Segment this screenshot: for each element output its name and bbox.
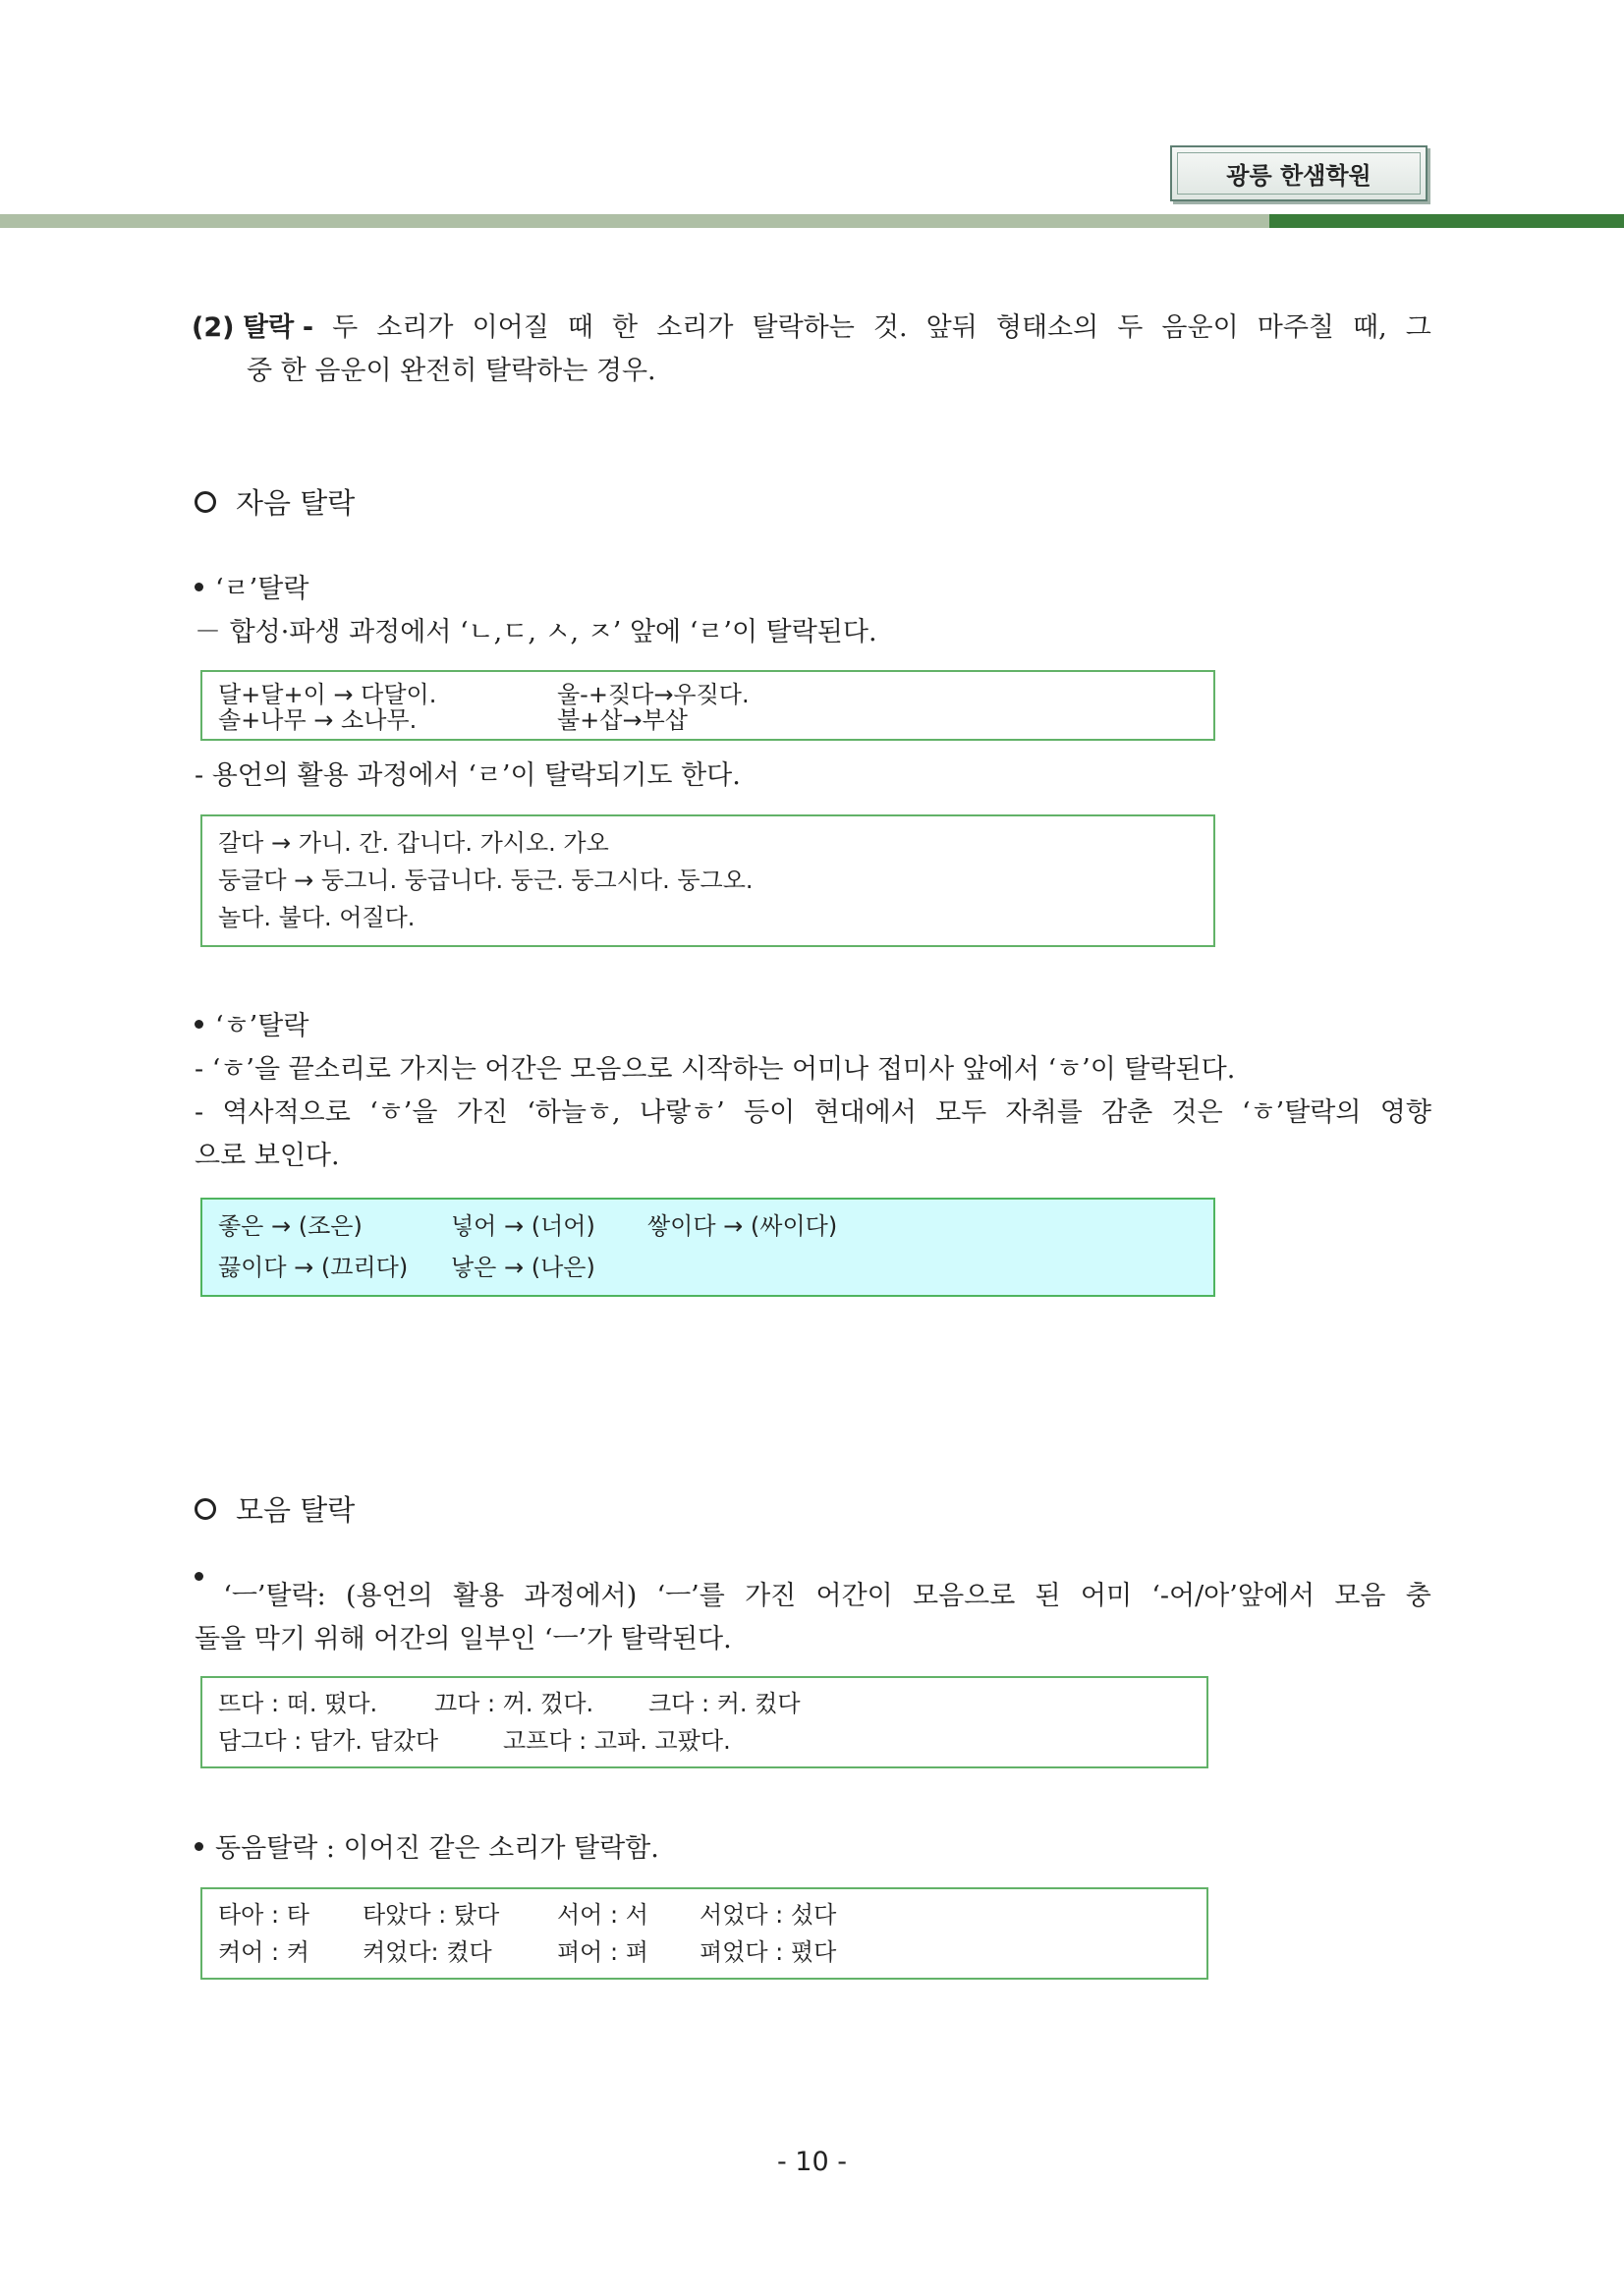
- word: 이어질: [472, 312, 549, 343]
- example-item: 펴어 : 펴: [557, 1938, 648, 1966]
- example-line: 갈다 → 가니. 간. 갑니다. 가시오. 가오: [218, 829, 609, 857]
- word: ‘ㅡ’탈락:: [223, 1581, 326, 1611]
- word: 때,: [1353, 312, 1387, 343]
- same-sound-title-text: 동음탈락 : 이어진 같은 소리가 탈락함.: [215, 1833, 659, 1864]
- hieut-title-text: ‘ㅎ’탈락: [215, 1011, 309, 1041]
- example-item: 넣어 → (너어): [451, 1212, 595, 1240]
- word: 등이: [744, 1097, 796, 1128]
- example-item: 크다 : 커. 컸다: [648, 1690, 801, 1717]
- section-dash: -: [302, 312, 314, 343]
- word: 현대에서: [813, 1097, 917, 1128]
- word: 모음으로: [912, 1581, 1016, 1611]
- word: 한: [612, 312, 639, 343]
- word: -: [195, 1097, 204, 1128]
- section-term: 탈락: [243, 312, 295, 343]
- bullet-dot-icon: [195, 1842, 203, 1851]
- example-row: [218, 1249, 1198, 1286]
- word: 앞뒤: [925, 312, 978, 343]
- rieul-desc-1: － 합성·파생 과정에서 ‘ㄴ,ㄷ, ㅅ, ㅈ’ 앞에 ‘ㄹ’이 탈락된다.: [195, 617, 877, 647]
- example-item: 타았다 : 탔다: [363, 1901, 500, 1929]
- example-item: 불+삽→부삽: [557, 706, 688, 734]
- hieut-desc-1: - ‘ㅎ’을 끝소리로 가지는 어간은 모음으로 시작하는 어미나 접미사 앞에서 ‘ㅎ’이 탈락된다.: [195, 1054, 1236, 1085]
- intro-line-1: [192, 307, 1431, 350]
- example-item: 켜어 : 켜: [218, 1938, 309, 1966]
- example-line: 놀다. 불다. 어질다.: [218, 904, 416, 931]
- word: 과정에서): [524, 1581, 638, 1611]
- example-item: 고프다 : 고파. 고팠다.: [503, 1727, 731, 1755]
- example-item: 낳은 → (나은): [451, 1254, 595, 1281]
- example-item: 뜨다 : 떠. 떴다.: [218, 1690, 378, 1717]
- word: 감춘: [1101, 1097, 1153, 1128]
- section-number: (2): [192, 312, 235, 343]
- example-row: [218, 1933, 1191, 1971]
- word: 가진: [745, 1581, 797, 1611]
- example-item: 달+달+이 → 다달이.: [218, 681, 437, 708]
- word: 자취를: [1005, 1097, 1083, 1128]
- intro-lead: [192, 307, 313, 350]
- word: 탈락하는: [752, 312, 855, 343]
- hieut-title: [195, 1005, 308, 1048]
- rieul-example-box-1: [200, 670, 1215, 741]
- header-rule-dark: [1269, 214, 1624, 228]
- example-item: 쌓이다 → (싸이다): [647, 1212, 838, 1240]
- example-item: 솔+나무 → 소나무.: [218, 706, 418, 734]
- vowel-heading-text: 모음 탈락: [236, 1493, 356, 1527]
- circle-bullet-icon: [195, 491, 216, 513]
- word: 활용: [453, 1581, 505, 1611]
- school-badge: [1170, 145, 1428, 201]
- example-item: 끓이다 → (끄리다): [218, 1254, 409, 1281]
- example-item: 담그다 : 담가. 담갔다: [218, 1727, 439, 1755]
- badge-label: 광릉 한샘학원: [1226, 162, 1372, 190]
- word: 역사적으로: [222, 1097, 351, 1128]
- consonant-heading-text: 자음 탈락: [236, 486, 356, 520]
- word: 것.: [872, 312, 908, 343]
- page-number: - 10 -: [776, 2147, 847, 2177]
- example-row: [218, 1896, 1191, 1933]
- hieut-desc-2: [195, 1092, 1431, 1135]
- vowel-heading: [195, 1488, 355, 1529]
- word: 모두: [935, 1097, 987, 1128]
- example-item: 서었다 : 섰다: [700, 1901, 837, 1929]
- word: 나랗ㅎ’: [639, 1097, 725, 1128]
- word: 두: [1117, 312, 1144, 343]
- eu-desc-line-2: 돌을 막기 위해 어간의 일부인 ‘ㅡ’가 탈락된다.: [195, 1624, 732, 1654]
- example-item: 펴었다 : 폈다: [700, 1938, 837, 1966]
- word: 영향: [1379, 1097, 1431, 1128]
- word: 어간이: [815, 1581, 893, 1611]
- word: 때: [567, 312, 593, 343]
- word: (용언의: [345, 1581, 433, 1611]
- bullet-dot-icon: [195, 1572, 203, 1581]
- example-item: 서어 : 서: [557, 1901, 648, 1929]
- word: ‘ㅎ’탈락의: [1241, 1097, 1362, 1128]
- word: 형태소의: [995, 312, 1099, 343]
- same-sound-example-box: [200, 1887, 1208, 1980]
- rieul-example-box-2: [200, 814, 1215, 947]
- eu-desc: [195, 1575, 1431, 1618]
- word: ‘ㅡ’를: [656, 1581, 725, 1611]
- word: 어미: [1080, 1581, 1133, 1611]
- word: 가진: [456, 1097, 508, 1128]
- word: 소리가: [376, 312, 454, 343]
- hieut-example-box: [200, 1198, 1215, 1297]
- word: 것은: [1171, 1097, 1223, 1128]
- word: 충: [1405, 1581, 1431, 1611]
- word: ‘하늘ㅎ,: [527, 1097, 621, 1128]
- example-item: 좋은 → (조은): [218, 1212, 363, 1240]
- circle-bullet-icon: [195, 1498, 216, 1520]
- intro-line-2: 중 한 음운이 완전히 탈락하는 경우.: [247, 356, 656, 386]
- word: ‘ㅎ’을: [369, 1097, 438, 1128]
- rieul-title: [195, 568, 308, 611]
- example-row: [218, 1722, 1191, 1760]
- example-row: [218, 1685, 1191, 1722]
- rieul-title-text: ‘ㄹ’탈락: [215, 574, 309, 604]
- header-rule-light: [0, 214, 1269, 228]
- same-sound-title: [195, 1827, 659, 1871]
- bullet-dot-icon: [195, 583, 203, 591]
- example-row: [218, 1207, 1198, 1245]
- hieut-desc-2-line-2: 으로 보인다.: [195, 1141, 340, 1171]
- consonant-heading: [195, 481, 355, 522]
- rieul-desc-2: - 용언의 활용 과정에서 ‘ㄹ’이 탈락되기도 한다.: [195, 760, 741, 791]
- word: 소리가: [656, 312, 734, 343]
- intro-paragraph: [192, 307, 1431, 393]
- hieut-desc-2-line-1: [195, 1092, 1431, 1135]
- example-item: 울-+짖다→우짖다.: [557, 681, 750, 708]
- example-item: 타아 : 타: [218, 1901, 309, 1929]
- word: ‘-어/아’앞에서: [1151, 1581, 1316, 1611]
- example-item: 끄다 : 꺼. 껐다.: [434, 1690, 594, 1717]
- word: 된: [1035, 1581, 1061, 1611]
- word: 모음: [1334, 1581, 1386, 1611]
- word: 그: [1405, 312, 1431, 343]
- eu-desc-line-1: [195, 1575, 1431, 1618]
- word: 마주칠: [1257, 312, 1334, 343]
- word: 두: [332, 312, 359, 343]
- example-item: 켜었다: 켰다: [363, 1938, 492, 1966]
- bullet-dot-icon: [195, 1020, 203, 1029]
- eu-example-box: [200, 1676, 1208, 1768]
- example-line: 둥글다 → 둥그니. 둥급니다. 둥근. 둥그시다. 둥그오.: [218, 867, 754, 894]
- word: 음운이: [1161, 312, 1239, 343]
